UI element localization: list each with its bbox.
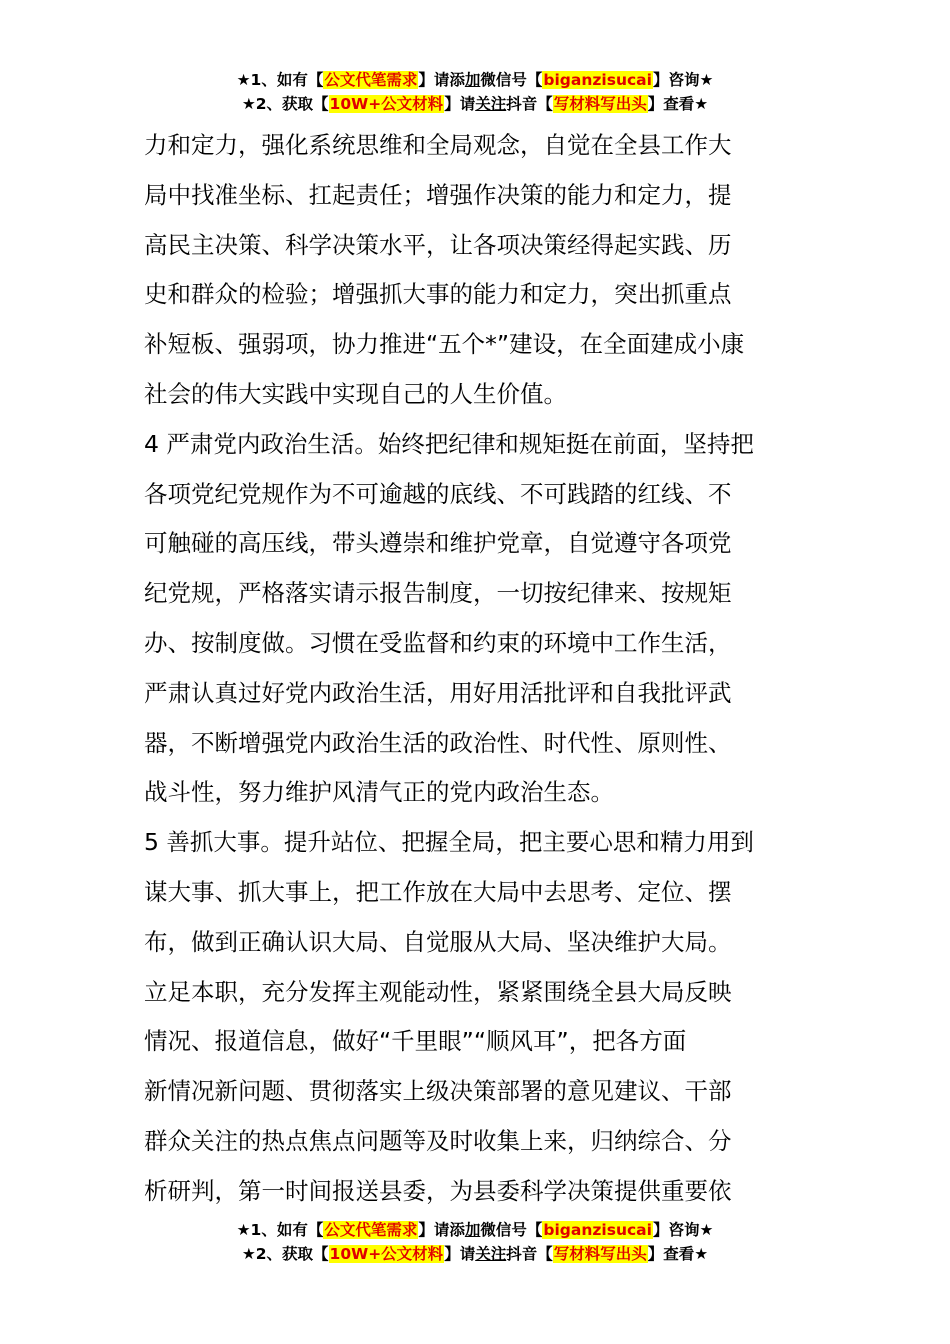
body-line: 可触碰的高压线，带头遵崇和维护党章，自觉遵守各项党: [144, 529, 732, 558]
bottom-banner: [0, 1218, 950, 1266]
body-line: 严肃认真过好党内政治生活，用好用活批评和自我批评武: [144, 678, 732, 707]
body-line: 补短板、强弱项，协力推进“五个*”建设，在全面建成小康: [144, 330, 745, 359]
body-line: 谋大事、抓大事上，把工作放在大局中去思考、定位、摆: [144, 877, 732, 906]
body-line: 力和定力，强化系统思维和全局观念，自觉在全县工作大: [144, 131, 732, 159]
section-heading-line: 4 严肃党内政治生活。始终把纪律和规矩挺在前面，坚持把: [144, 429, 754, 458]
body-line: 战斗性，努力维护风清气正的党内政治生态。: [144, 778, 614, 807]
highlight-materials: 10W+公文材料: [329, 95, 444, 113]
banner-line-1: ★1、如有【公文代笔需求】请添加微信号【biganzisucai】咨询★: [236, 1221, 714, 1239]
document-body: [144, 121, 814, 1217]
highlight-douyin: 写材料写出头: [553, 1245, 647, 1263]
highlight-service: 公文代笔需求: [324, 71, 418, 89]
body-line: 群众关注的热点焦点问题等及时收集上来，归纳综合、分: [144, 1126, 732, 1155]
body-line: 办、按制度做。习惯在受监督和约束的环境中工作生活，: [144, 628, 732, 657]
body-line: 史和群众的检验；增强抓大事的能力和定力，突出抓重点: [144, 280, 732, 309]
body-line: 情况、报道信息，做好“千里眼”“顺风耳”，把各方面: [144, 1027, 687, 1056]
body-line: 析研判，第一时间报送县委，为县委科学决策提供重要依: [144, 1176, 732, 1205]
body-line: 高民主决策、科学决策水平，让各项决策经得起实践、历: [144, 230, 732, 259]
banner-line-2: ★2、获取【10W+公文材料】请关注抖音【写材料写出头】查看★: [241, 95, 709, 113]
body-line: 立足本职，充分发挥主观能动性，紧紧围绕全县大局反映: [144, 977, 732, 1006]
banner-line-2: ★2、获取【10W+公文材料】请关注抖音【写材料写出头】查看★: [241, 1245, 709, 1263]
body-line: 布，做到正确认识大局、自觉服从大局、坚决维护大局。: [144, 927, 732, 956]
body-line: 社会的伟大实践中实现自己的人生价值。: [144, 379, 567, 408]
top-banner: [0, 68, 950, 116]
highlight-wechat-id: biganzisucai: [543, 71, 652, 89]
body-line: 纪党规，严格落实请示报告制度，一切按纪律来、按规矩: [144, 579, 732, 608]
highlight-service: 公文代笔需求: [324, 1221, 418, 1239]
body-line: 局中找准坐标、扛起责任；增强作决策的能力和定力，提: [144, 180, 732, 209]
highlight-douyin: 写材料写出头: [553, 95, 647, 113]
body-line: 新情况新问题、贯彻落实上级决策部署的意见建议、干部: [144, 1077, 732, 1106]
highlight-materials: 10W+公文材料: [329, 1245, 444, 1263]
highlight-wechat-id: biganzisucai: [543, 1221, 652, 1239]
body-line: 各项党纪党规作为不可逾越的底线、不可践踏的红线、不: [144, 479, 732, 508]
body-line: 器，不断增强党内政治生活的政治性、时代性、原则性、: [144, 728, 732, 757]
banner-line-1: ★1、如有【公文代笔需求】请添加微信号【biganzisucai】咨询★: [236, 71, 714, 89]
section-heading-line: 5 善抓大事。提升站位、把握全局，把主要心思和精力用到: [144, 828, 754, 857]
